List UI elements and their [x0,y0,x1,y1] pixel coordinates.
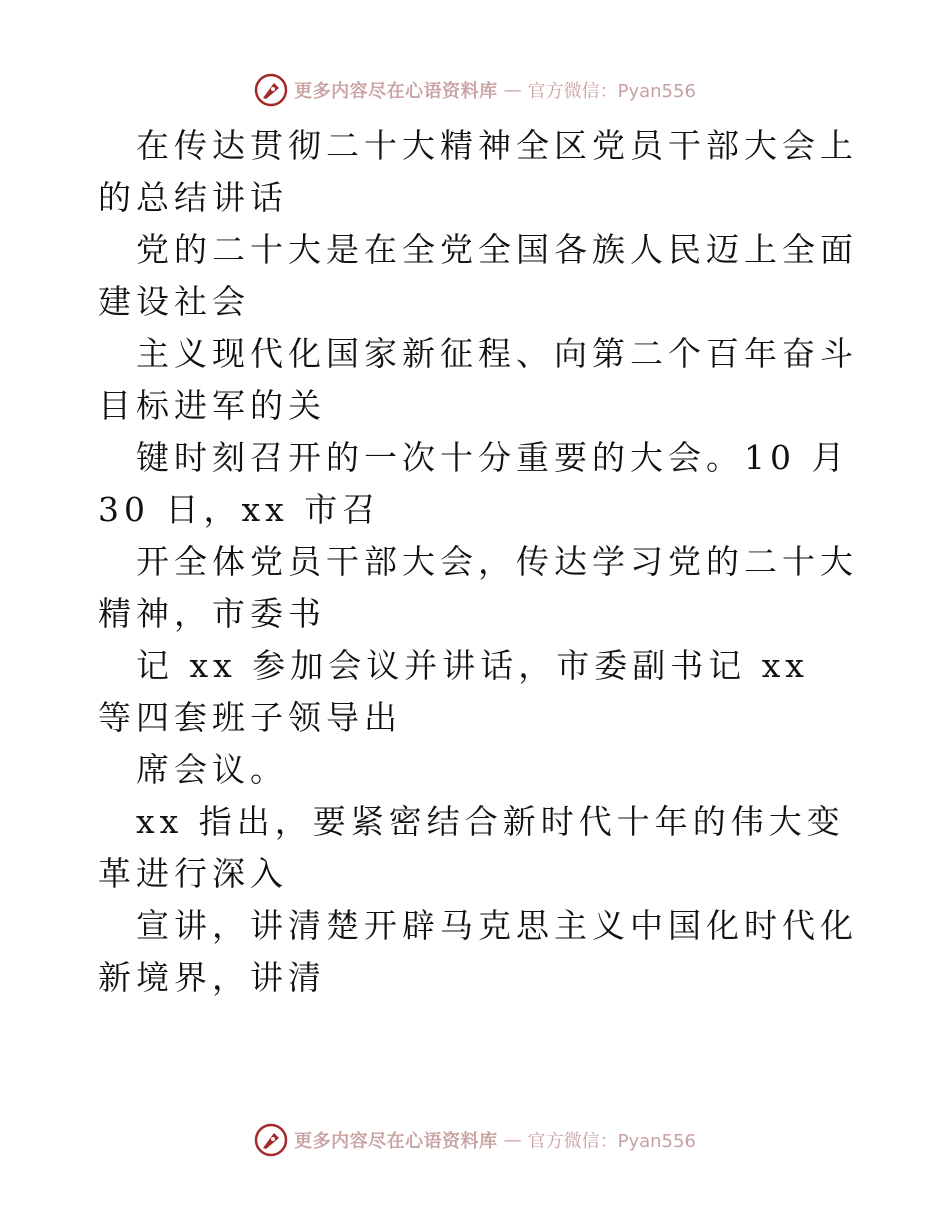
paragraph: 记 xx 参加会议并讲话，市委副书记 xx 等四套班子领导出 [98,646,809,737]
watermark-dash: — [503,1129,522,1151]
paragraph: 键时刻召开的一次十分重要的大会。10 月 30 日，xx 市召 [98,438,850,529]
header-watermark [0,70,950,110]
paragraph-title: 在传达贯彻二十大精神全区党员干部大会上的总结讲话 [98,126,858,217]
paragraph: 宣讲，讲清楚开辟马克思主义中国化时代化新境界，讲清 [98,906,858,997]
paragraph: 党的二十大是在全党全国各族人民迈上全面建设社会 [98,230,858,321]
paragraph: 开全体党员干部大会，传达学习党的二十大精神，市委书 [98,542,858,633]
watermark-banner [254,73,696,107]
watermark-banner [254,1123,696,1157]
watermark-wechat-text: 官方微信：Pyan556 [527,1131,696,1152]
footer-watermark [0,1120,950,1160]
pen-nib-logo-icon [254,73,288,107]
watermark-site-text: 更多内容尽在心语资料库 [294,1131,498,1152]
document-body [98,120,858,1004]
watermark-wechat-text: 官方微信：Pyan556 [527,81,696,102]
paragraph: 主义现代化国家新征程、向第二个百年奋斗目标进军的关 [98,334,858,425]
pen-nib-logo-icon [254,1123,288,1157]
watermark-site-text: 更多内容尽在心语资料库 [294,81,498,102]
watermark-dash: — [503,79,522,101]
paragraph: 席会议。 [136,750,288,789]
paragraph: xx 指出，要紧密结合新时代十年的伟大变革进行深入 [98,802,845,893]
